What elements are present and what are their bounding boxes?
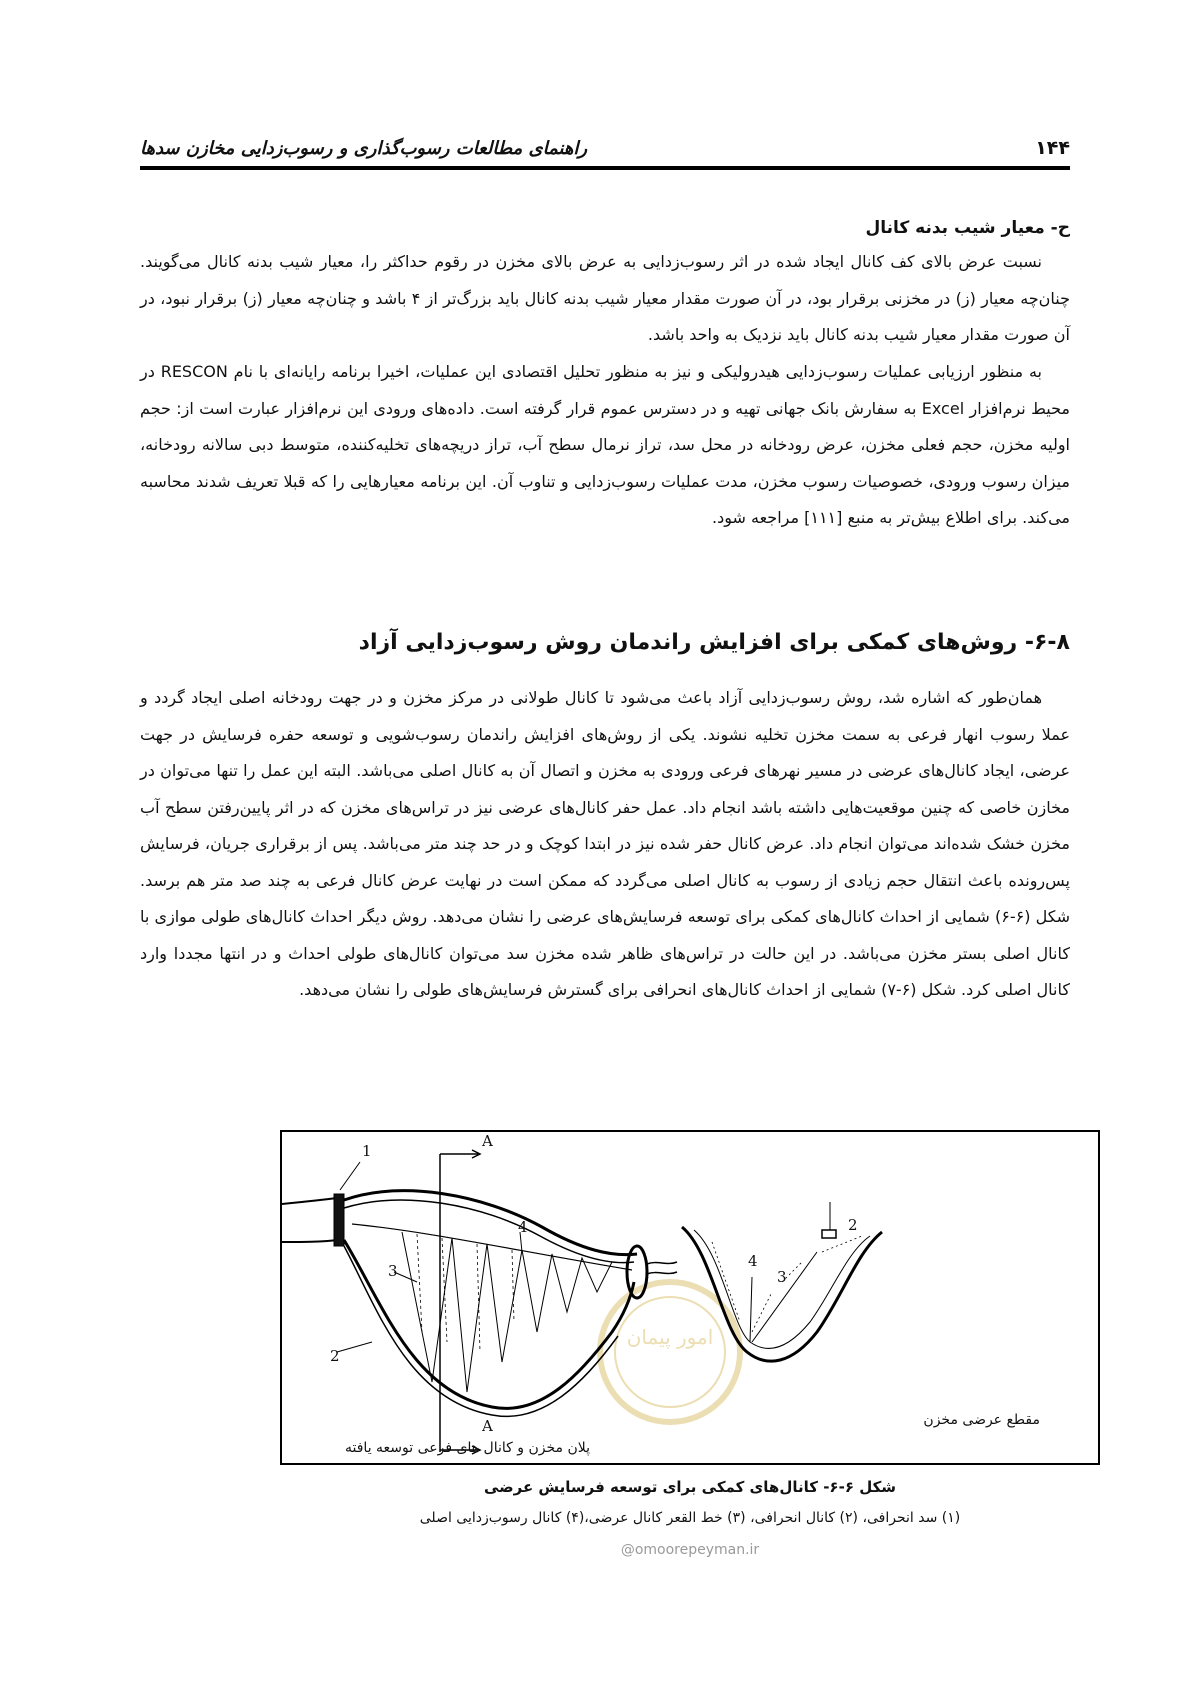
plan-view-caption: پلان مخزن و کانال های فرعی توسعه یافته — [345, 1440, 590, 1456]
label-section-4: 4 — [748, 1252, 758, 1270]
paragraph-channel-slope — [140, 244, 1070, 354]
cross-section-caption: مقطع عرضی مخزن — [923, 1412, 1040, 1428]
figure-legend: (۱) سد انحرافی، (۲) کانال انحرافی، (۳) خط القعر کانال عرضی،(۴) کانال رسوب‌زدایی اصلی — [419, 1510, 961, 1526]
page-number: ۱۴۴ — [1035, 137, 1070, 159]
label-section-a-top: A — [482, 1132, 493, 1150]
paragraph-text: همان‌طور که اشاره شد، روش رسوب‌زدایی آزاد باعث می‌شود تا کانال طولانی در مرکز مخزن و در جهت رودخانه اصلی ایجاد گردد و عملا رسوب انهار فرعی به سمت مخزن تخلیه نشوند. یکی از روش‌های افزایش راندمان رسوب‌شویی و توسعه حفره فرسایش در جهت عرضی، ایجاد کانال‌های عرضی در مسیر نهرهای فرعی ورودی به مخزن و اتصال آن به کانال اصلی می‌باشد. البته این عمل را تنها می‌توان در مخازن خاصی که چنین موقعیت‌هایی داشته باشد انجام داد. عمل حفر کانال‌های عرضی نیز در تراس‌های مخزن که در اثر پایین‌رفتن سطح آب مخزن خشک شده‌اند می‌توان انجام داد. عرض کانال حفر شده نیز در ابتدا کوچک و در حد چند متر می‌باشد. پس از برقراری جریان، فرسایش پس‌رونده باعث انتقال حجم زیادی از رسوب به کانال اصلی می‌گردد که ممکن است در نهایت عرض کانال فرعی به چند صد متر هم برسد. شکل (۶-۶) شمایی از احداث کانال‌های کمکی برای توسعه فرسایش‌های عرضی را نشان می‌دهد. روش دیگر احداث کانال‌های طولی موازی با کانال اصلی بستر مخزن می‌باشد. در این حالت در تراس‌های ظاهر شده مخزن سد می‌توان کانال‌های طولی احداث و در انتها مجددا وارد کانال اصلی کرد. شکل (۶-۷) شمایی از احداث کانال‌های انحرافی برای گسترش فرسایش‌های طولی را نشان می‌دهد. — [140, 688, 1071, 999]
book-title: راهنمای مطالعات رسوب‌گذاری و رسوب‌زدایی مخازن سدها — [140, 137, 588, 159]
paragraph-text: نسبت عرض بالای کف کانال ایجاد شده در اثر رسوب‌زدایی به عرض بالای مخزن در رقوم حداکثر را، معیار شیب بدنه کانال می‌گویند. چنان‌چه معیار (ز) در مخزنی برقرار بود، در آن صورت مقدار معیار شیب بدنه کانال باید بزرگ‌تر از ۴ باشد و چنان‌چه معیار (ز) برقرار نبود، در آن صورت مقدار معیار شیب بدنه کانال باید نزدیک به واحد باشد. — [140, 252, 1071, 344]
section-heading: ۶-۸- روش‌های کمکی برای افزایش راندمان روش رسوب‌زدایی آزاد — [358, 630, 1070, 655]
label-plan-3: 3 — [388, 1262, 398, 1280]
label-section-2: 2 — [848, 1216, 858, 1234]
paragraph-text: به منظور ارزیابی عملیات رسوب‌زدایی هیدرولیکی و نیز به منظور تحلیل اقتصادی این عملیات، اخیرا برنامه رایانه‌ای با نام RESCON در محیط نرم‌افزار Excel به سفارش بانک جهانی تهیه و در دسترس عموم قرار گرفته است. داده‌های ورودی این نرم‌افزار عبارت است از: حجم اولیه مخزن، حجم فعلی مخزن، عرض رودخانه در محل سد، تراز نرمال سطح آب، تراز دریچه‌های تخلیه‌کننده، متوسط دبی سالانه رودخانه، میزان رسوب ورودی، خصوصیات رسوب مخزن، مدت عملیات رسوب‌زدایی و تناوب آن. این برنامه معیارهایی را که قبلا تعریف شدند محاسبه می‌کند. برای اطلاع بیش‌تر به منبع [۱۱۱] مراجعه شود. — [140, 362, 1070, 527]
running-header — [140, 130, 1070, 166]
label-section-a-bottom: A — [482, 1417, 493, 1435]
label-plan-2: 2 — [330, 1347, 340, 1365]
watermark-seal — [600, 1282, 740, 1422]
subsection-heading: ح- معیار شیب بدنه کانال — [865, 218, 1070, 238]
watermark-seal-text: امور پیمان — [626, 1325, 714, 1349]
label-section-3: 3 — [777, 1268, 787, 1286]
label-dam-1: 1 — [362, 1142, 372, 1160]
paragraph-auxiliary-methods — [140, 680, 1070, 1009]
watermark-url: @omoorepeyman.ir — [620, 1542, 760, 1558]
paragraph-rescon — [140, 354, 1070, 537]
header-rule — [140, 166, 1070, 170]
label-plan-4: 4 — [518, 1218, 528, 1236]
diversion-dam — [334, 1194, 344, 1246]
figure-caption: شکل ۶-۶- کانال‌های کمکی برای توسعه فرسایش عرضی — [483, 1478, 897, 1496]
